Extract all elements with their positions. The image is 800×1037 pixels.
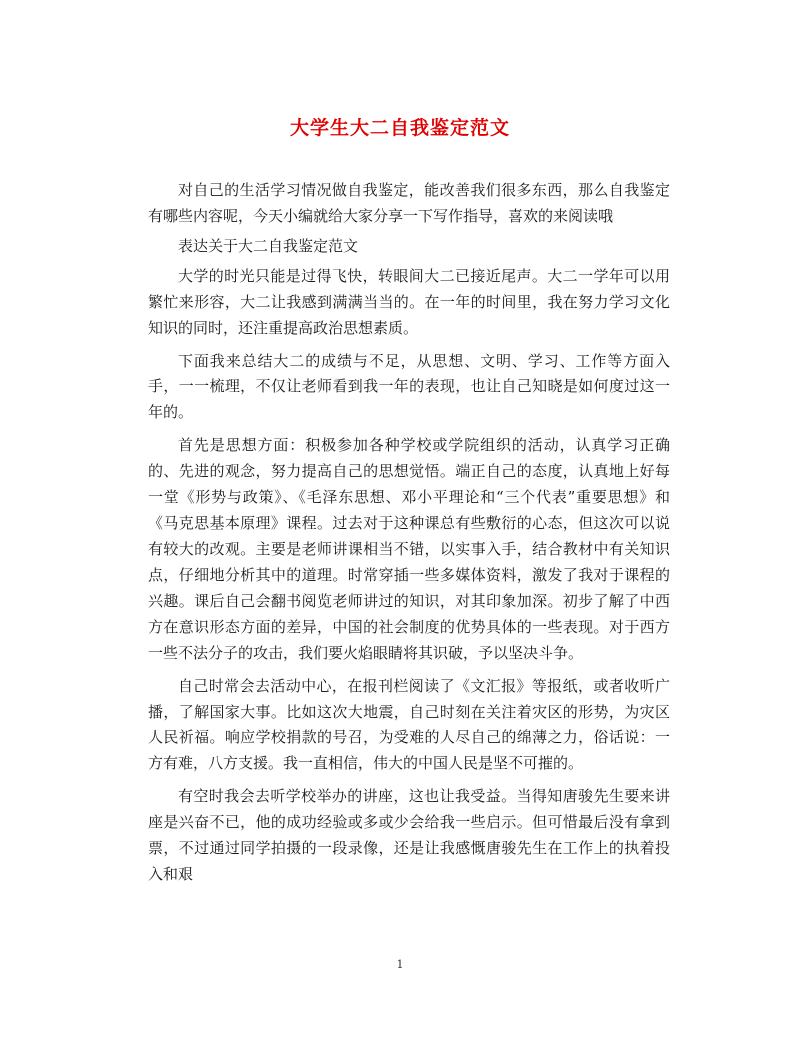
paragraph-intro: 对自己的生活学习情况做自我鉴定，能改善我们很多东西，那么自我鉴定有哪些内容呢，今天小编就给大家分享一下写作指导，喜欢的来阅读哦 <box>148 181 670 225</box>
paragraph-4: 自己时常会去活动中心，在报刊栏阅读了《文汇报》等报纸，或者收听广播，了解国家大事。比如这次大地震，自己时刻在关注着灾区的形势，为灾区人民祈福。响应学校捐款的号召，为受难的人尽自己的绵薄之力，俗话说：一方有难，八方支援。我一直相信，伟大的中国人民是坚不可摧的。 <box>148 676 670 773</box>
document-body <box>148 178 670 895</box>
paragraph-3: 首先是思想方面：积极参加各种学校或学院组织的活动，认真学习正确的、先进的观念，努力提高自己的思想觉悟。端正自己的态度，认真地上好每一堂《形势与政策》、《毛泽东思想、邓小平理论和“三个代表”重要思想》和《马克思基本原理》课程。过去对于这种课总有些敷衍的心态，但这次可以说有较大的改观。主要是老师讲课相当不错，以实事入手，结合教材中有关知识点，仔细地分析其中的道理。时常穿插一些多媒体资料，激发了我对于课程的兴趣。课后自己会翻书阅览老师讲过的知识，对其印象加深。初步了解了中西方在意识形态方面的差异，中国的社会制度的优势具体的一些表现。对于西方一些不法分子的攻击，我们要火焰眼睛将其识破，予以坚决斗争。 <box>148 436 670 662</box>
paragraph-2: 下面我来总结大二的成绩与不足，从思想、文明、学习、工作等方面入手，一一梳理，不仅让老师看到我一年的表现，也让自己知晓是如何度过这一年的。 <box>148 351 670 422</box>
paragraph-5: 有空时我会去听学校举办的讲座，这也让我受益。当得知唐骏先生要来讲座是兴奋不已，他的成功经验或多或少会给我一些启示。但可惜最后没有拿到票，不过通过同学拍摄的一段录像，还是让我感慨唐骏先生在工作上的执着投入和艰 <box>148 787 670 884</box>
page-number: 1 <box>396 958 404 971</box>
paragraph-subtitle: 表达关于大二自我鉴定范文 <box>178 236 359 255</box>
paragraph-1: 大学的时光只能是过得飞快，转眼间大二已接近尾声。大二一学年可以用繁忙来形容，大二让我感到满满当当的。在一年的时间里，我在努力学习文化知识的同时，还注重提高政治思想素质。 <box>148 266 670 337</box>
document-title: 大学生大二自我鉴定范文 <box>289 117 510 139</box>
